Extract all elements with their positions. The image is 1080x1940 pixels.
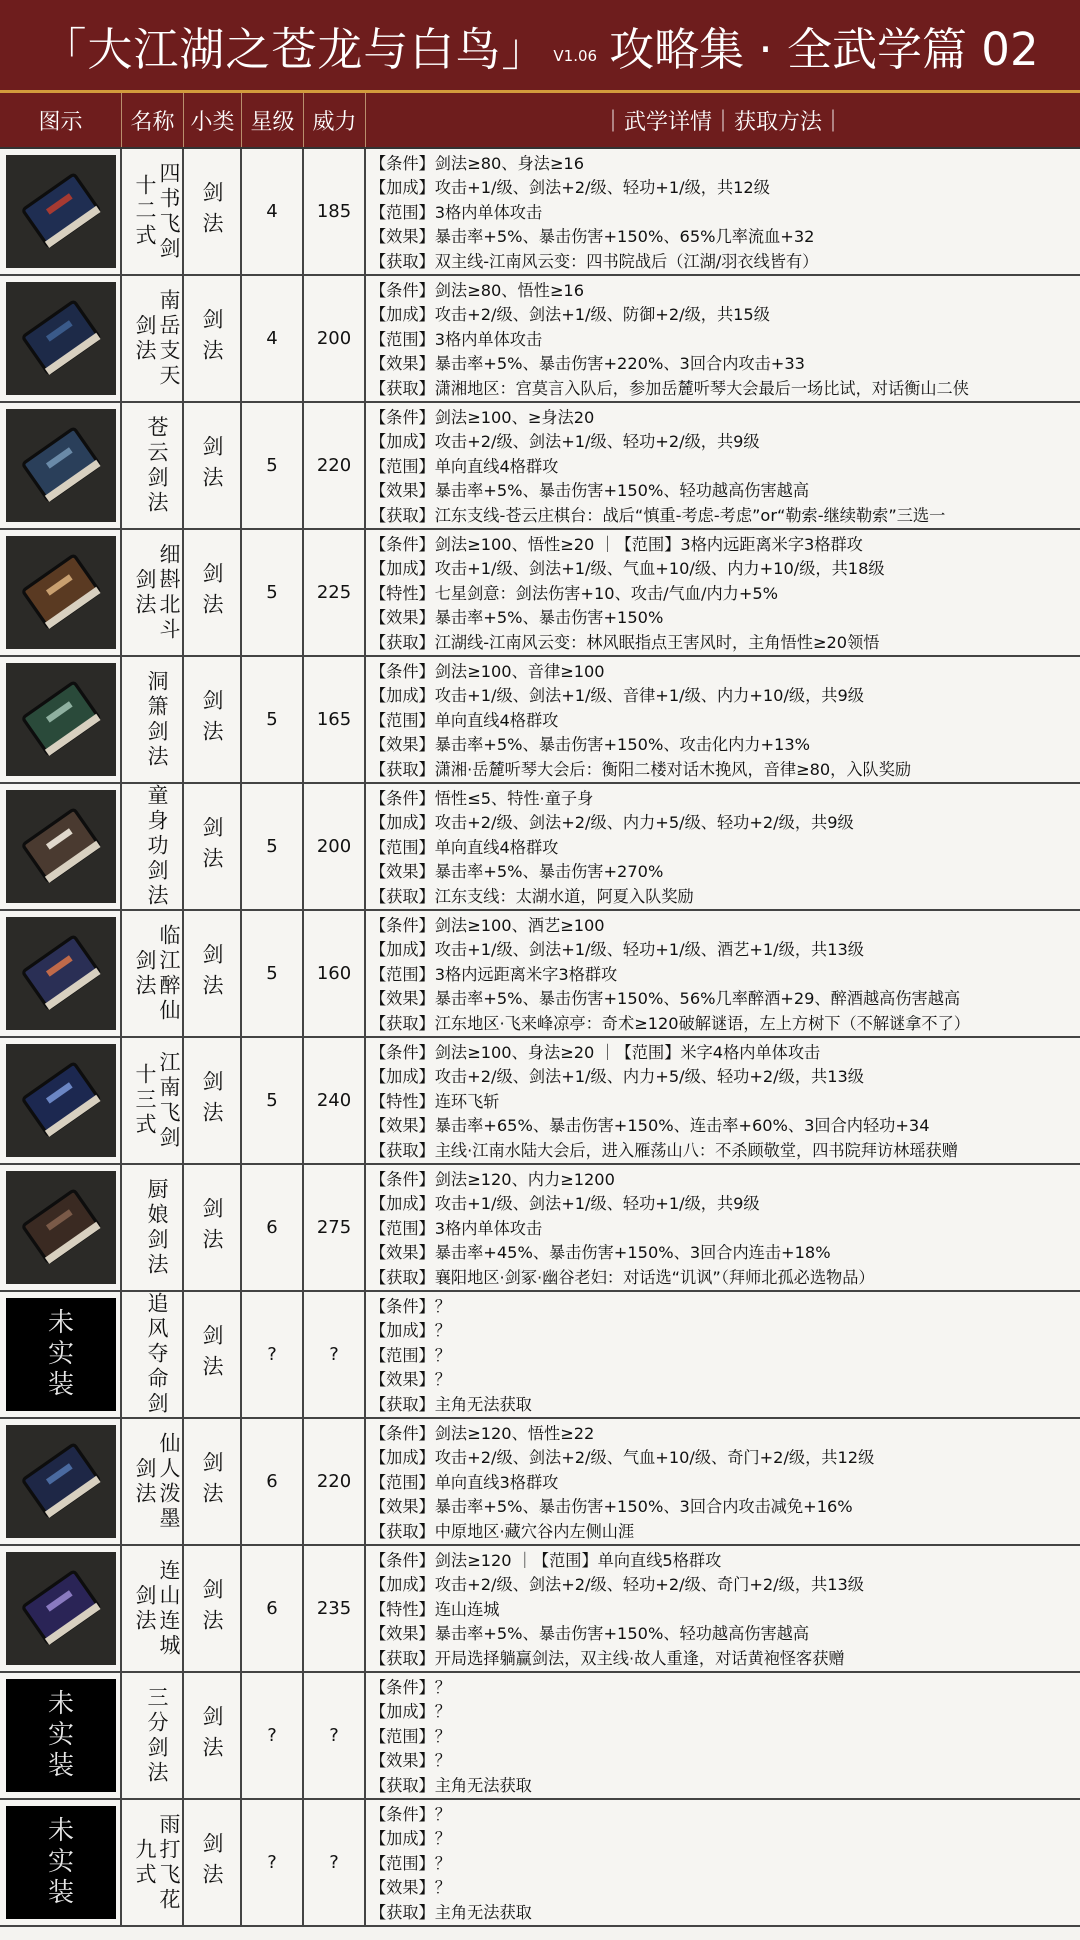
item-sprite [7,412,115,520]
page-title: 「大江湖之苍龙与白鸟」 [41,22,548,76]
power-cell [304,1292,366,1417]
title-banner [0,0,1080,93]
detail-line: 【效果】？ [370,1878,451,1898]
skill-type: 剑法 [200,1196,224,1259]
name-cell [122,403,184,528]
icon-cell [0,149,122,274]
star-level: ? [267,1852,277,1873]
unimplemented-placeholder-icon [6,1806,116,1919]
detail-line: 【加成】攻击+2/级、剑法+2/级、气血+10/级、奇门+2/级，共12级 [370,1448,875,1468]
type-cell [184,1800,242,1925]
type-cell [184,530,242,655]
detail-line: 【效果】暴击率+5%、暴击伤害+150%、轻功越高伤害越高 [370,1624,810,1644]
skill-name-column: 连山连城 [157,1558,181,1659]
skill-type: 剑法 [200,688,224,751]
icon-cell [0,911,122,1036]
name-cell [122,1800,184,1925]
icon-cell [0,1165,122,1290]
star-cell [242,1546,304,1671]
details-cell [366,1038,1080,1163]
icon-cell [0,784,122,909]
skill-name-column: 四书飞剑 [157,161,181,262]
power-value: ? [329,1725,339,1746]
table-row [0,276,1080,403]
details-cell [366,403,1080,528]
green-flute-scroll-icon [6,663,116,776]
detail-line: 【获取】主线·江南水陆大会后，进入雁荡山八：不杀顾敬堂，四书院拜访林瑶获赠 [370,1140,958,1160]
detail-line: 【条件】剑法≥80、悟性≥16 [370,281,585,300]
power-cell [304,1800,366,1925]
detail-line: 【效果】暴击率+5%、暴击伤害+270% [370,862,664,882]
table-header [0,93,1080,149]
icon-cell [0,1800,122,1925]
details-cell [366,657,1080,782]
detail-line: 【效果】暴击率+5%、暴击伤害+220%、3回合内攻击+33 [370,354,805,374]
item-sprite [7,1555,115,1663]
detail-line: 【范围】3格内单体攻击 [370,202,543,222]
skill-name-column: 剑法 [133,1583,157,1634]
detail-line: 【加成】攻击+1/级、剑法+1/级、音律+1/级、内力+10/级，共9级 [370,686,864,706]
type-cell [184,1419,242,1544]
detail-line: 【获取】开局选择躺赢剑法，双主线·故人重逢，对话黄袍怪客获赠 [370,1648,845,1668]
name-cell [122,1419,184,1544]
star-level: 6 [266,1217,278,1238]
skill-name-column: 细斟北斗 [157,542,181,643]
power-value: 160 [316,963,352,984]
detail-line: 【条件】？ [370,1805,451,1824]
power-value: ? [329,1852,339,1873]
skill-type: 剑法 [200,434,224,497]
ink-blue-book-icon [6,1425,116,1538]
star-cell [242,403,304,528]
power-value: 220 [316,1471,352,1492]
detail-line: 【加成】攻击+2/级、剑法+1/级、防御+2/级，共15级 [370,305,770,325]
skill-name-column: 江南飞剑 [157,1050,181,1151]
star-cell [242,1038,304,1163]
detail-line: 【效果】暴击率+65%、暴击伤害+150%、连击率+60%、3回合内轻功+34 [370,1116,930,1136]
detail-line: 【获取】主角无法获取 [370,1902,532,1922]
type-cell [184,403,242,528]
star-cell [242,1292,304,1417]
detail-line: 【获取】潇湘地区：宫莫言入队后，参加岳麓听琴大会最后一场比试，对话衡山二侠 [370,378,969,398]
detail-line: 【条件】剑法≥100、酒艺≥100 [370,916,605,935]
star-cell [242,784,304,909]
detail-line: 【效果】？ [370,1751,451,1771]
detail-line: 【获取】江东地区·飞来峰凉亭：奇术≥120破解谜语，左上方树下（不解谜拿不了） [370,1013,970,1033]
skill-type: 剑法 [200,942,224,1005]
skill-name-column: 仙人泼墨 [157,1431,181,1532]
star-level: 5 [266,582,278,603]
table-row [0,657,1080,784]
detail-line: 【获取】江湖线-江南风云变：林风眠指点王害风时，主角悟性≥20领悟 [370,632,880,652]
icon-cell [0,1546,122,1671]
skill-name-column: 十二式 [133,174,157,249]
name-cell [122,1038,184,1163]
type-cell [184,657,242,782]
detail-line: 【效果】暴击率+5%、暴击伤害+150%、攻击化内力+13% [370,735,811,755]
detail-line: 【条件】？ [370,1297,451,1316]
skill-name-column: 厨娘剑法 [145,1177,169,1278]
type-cell [184,1546,242,1671]
name-cell [122,1546,184,1671]
detail-line: 【获取】中原地区·藏穴谷内左侧山涯 [370,1521,635,1541]
detail-line: 【条件】剑法≥120 ｜【范围】单向直线5格群攻 [370,1551,722,1570]
star-level: 5 [266,963,278,984]
skill-name-column: 南岳支天 [157,288,181,389]
header-icon: 图示 [0,93,122,147]
detail-line: 【获取】襄阳地区·剑冢·幽谷老妇：对话选“讥讽”（拜师北孤必选物品） [370,1267,875,1287]
details-cell [366,1419,1080,1544]
table-row [0,1165,1080,1292]
power-cell [304,530,366,655]
skill-type: 剑法 [200,1577,224,1640]
header-star: 星级 [242,93,304,147]
detail-line: 【加成】攻击+2/级、剑法+1/级、轻功+2/级，共9级 [370,432,760,452]
detail-line: 【条件】剑法≥100、身法≥20 ｜【范围】米字4格内单体攻击 [370,1043,821,1062]
skill-name-column: 三分剑法 [145,1685,169,1786]
star-level: 6 [266,1471,278,1492]
name-cell [122,276,184,401]
name-cell [122,530,184,655]
power-value: ? [329,1344,339,1365]
unimplemented-label: 未实装 [47,1689,74,1781]
type-cell [184,784,242,909]
blue-scroll-book-icon [6,409,116,522]
detail-line: 【范围】3格内单体攻击 [370,1218,543,1238]
star-cell [242,149,304,274]
skill-name-column: 追风夺命剑 [145,1292,169,1417]
detail-line: 【获取】江东支线：太湖水道，阿夏入队奖励 [370,886,694,906]
icon-cell [0,1419,122,1544]
power-value: 235 [316,1598,352,1619]
starry-blue-book-icon [6,1044,116,1157]
icon-cell [0,657,122,782]
detail-line: 【范围】？ [370,1853,451,1873]
type-cell [184,149,242,274]
detail-line: 【条件】剑法≥120、悟性≥22 [370,1424,595,1443]
power-value: 275 [316,1217,352,1238]
type-cell [184,1038,242,1163]
detail-line: 【效果】暴击率+5%、暴击伤害+150%、3回合内攻击减免+16% [370,1497,853,1517]
details-cell [366,276,1080,401]
skill-table [0,149,1080,1927]
table-row [0,1038,1080,1165]
detail-line: 【条件】剑法≥80、身法≥16 [370,154,585,173]
brown-bamboo-scroll-icon [6,536,116,649]
icon-cell [0,276,122,401]
power-cell [304,403,366,528]
details-cell [366,784,1080,909]
detail-line: 【加成】攻击+2/级、剑法+2/级、轻功+2/级、奇门+2/级，共13级 [370,1575,864,1595]
detail-line: 【范围】3格内单体攻击 [370,329,543,349]
skill-type: 剑法 [200,307,224,370]
detail-line: 【获取】主角无法获取 [370,1775,532,1795]
detail-line: 【加成】攻击+1/级、剑法+1/级、轻功+1/级、酒艺+1/级，共13级 [370,940,864,960]
skill-name-column: 洞箫剑法 [145,669,169,770]
detail-line: 【效果】暴击率+5%、暴击伤害+150%、65%几率流血+32 [370,227,815,247]
details-cell [366,1165,1080,1290]
power-cell [304,657,366,782]
detail-line: 【获取】潇湘·岳麓听琴大会后：衡阳二楼对话木挽风，音律≥80，入队奖励 [370,759,912,779]
details-cell [366,1673,1080,1798]
details-cell [366,149,1080,274]
power-value: 220 [316,455,352,476]
name-cell [122,657,184,782]
skill-name-column: 九式 [133,1837,157,1888]
detail-line: 【获取】江东支线-苍云庄棋台：战后“慎重-考虑-考虑”or“勒索-继续勒索”三选一 [370,505,946,525]
power-value: 185 [316,201,352,222]
star-level: ? [267,1344,277,1365]
skill-type: 剑法 [200,1323,224,1386]
table-row [0,403,1080,530]
skill-type: 剑法 [200,815,224,878]
header-type: 小类 [184,93,242,147]
unimplemented-label: 未实装 [47,1308,74,1400]
details-cell [366,530,1080,655]
star-level: 5 [266,1090,278,1111]
detail-line: 【获取】主角无法获取 [370,1394,532,1414]
detail-line: 【范围】单向直线3格群攻 [370,1472,559,1492]
skill-name-column: 十三式 [133,1063,157,1138]
type-cell [184,911,242,1036]
detail-line: 【条件】剑法≥100、悟性≥20 ｜【范围】3格内远距离米字3格群攻 [370,535,863,554]
skill-type: 剑法 [200,1069,224,1132]
header-name: 名称 [122,93,184,147]
power-cell [304,1165,366,1290]
item-sprite [7,920,115,1028]
detail-line: 【加成】攻击+2/级、剑法+1/级、内力+5/级、轻功+2/级，共13级 [370,1067,864,1087]
item-sprite [7,285,115,393]
star-level: 5 [266,709,278,730]
details-cell [366,911,1080,1036]
item-sprite [7,666,115,774]
power-value: 240 [316,1090,352,1111]
item-sprite [7,793,115,901]
star-cell [242,1419,304,1544]
star-cell [242,1165,304,1290]
power-cell [304,1038,366,1163]
name-cell [122,1292,184,1417]
skill-name-column: 剑法 [133,567,157,618]
item-sprite [7,1428,115,1536]
detail-line: 【获取】双主线-江南风云变：四书院战后（江湖/羽衣线皆有） [370,251,819,271]
detail-line: 【范围】单向直线4格群攻 [370,456,559,476]
detail-line: 【范围】？ [370,1345,451,1365]
power-cell [304,784,366,909]
details-cell [366,1800,1080,1925]
skill-name-column: 剑法 [133,313,157,364]
page-subtitle: 攻略集 · 全武学篇 02 [609,22,1039,76]
dark-blue-book-icon [6,282,116,395]
star-level: 5 [266,455,278,476]
detail-line: 【效果】暴击率+5%、暴击伤害+150%、轻功越高伤害越高 [370,481,810,501]
name-cell [122,911,184,1036]
star-level: 6 [266,1598,278,1619]
item-sprite [7,539,115,647]
star-level: 4 [266,201,278,222]
power-cell [304,1673,366,1798]
star-cell [242,657,304,782]
skill-name-column: 剑法 [133,1456,157,1507]
name-cell [122,1673,184,1798]
detail-line: 【范围】单向直线4格群攻 [370,837,559,857]
type-cell [184,276,242,401]
type-cell [184,1292,242,1417]
unimplemented-placeholder-icon [6,1679,116,1792]
detail-line: 【条件】剑法≥120、内力≥1200 [370,1170,615,1189]
skill-name-column: 雨打飞花 [157,1812,181,1913]
star-level: 5 [266,836,278,857]
table-row [0,1292,1080,1419]
skill-type: 剑法 [200,1704,224,1767]
icon-cell [0,1292,122,1417]
star-cell [242,1673,304,1798]
skill-name-column: 剑法 [133,948,157,999]
icon-cell [0,403,122,528]
skill-type: 剑法 [200,1450,224,1513]
detail-line: 【加成】？ [370,1829,451,1849]
stacked-books-icon [6,790,116,903]
detail-line: 【效果】暴击率+5%、暴击伤害+150% [370,608,664,628]
detail-line: 【加成】？ [370,1702,451,1722]
star-level: ? [267,1725,277,1746]
table-row [0,1546,1080,1673]
star-level: 4 [266,328,278,349]
item-sprite [7,1174,115,1282]
rolled-scroll-icon [6,917,116,1030]
table-row [0,530,1080,657]
name-cell [122,149,184,274]
purple-scroll-icon [6,1552,116,1665]
header-power: 威力 [304,93,366,147]
power-cell [304,1419,366,1544]
detail-line: 【条件】剑法≥100、≥身法20 [370,408,595,427]
icon-cell [0,1673,122,1798]
brown-book-icon [6,1171,116,1284]
detail-line: 【加成】攻击+2/级、剑法+2/级、内力+5/级、轻功+2/级，共9级 [370,813,854,833]
details-cell [366,1546,1080,1671]
power-value: 165 [316,709,352,730]
skill-name-column: 童身功剑法 [145,784,169,909]
detail-line: 【效果】暴击率+45%、暴击伤害+150%、3回合内连击+18% [370,1243,831,1263]
table-row [0,1419,1080,1546]
power-value: 200 [316,328,352,349]
item-sprite [7,1047,115,1155]
table-row [0,149,1080,276]
detail-line: 【加成】攻击+1/级、剑法+1/级、气血+10/级、内力+10/级，共18级 [370,559,885,579]
detail-line: 【条件】？ [370,1678,451,1697]
power-cell [304,276,366,401]
name-cell [122,784,184,909]
detail-line: 【特性】连环飞斩 [370,1091,500,1111]
power-cell [304,911,366,1036]
table-row [0,1800,1080,1927]
power-cell [304,149,366,274]
detail-line: 【加成】？ [370,1321,451,1341]
detail-line: 【条件】悟性≤5、特性·童子身 [370,789,594,808]
type-cell [184,1165,242,1290]
table-row [0,1673,1080,1800]
detail-line: 【加成】攻击+1/级、剑法+1/级、轻功+1/级，共9级 [370,1194,760,1214]
icon-cell [0,1038,122,1163]
header-details: ｜武学详情｜获取方法｜ [601,109,844,135]
item-sprite [7,158,115,266]
detail-line: 【范围】单向直线4格群攻 [370,710,559,730]
details-cell [366,1292,1080,1417]
star-cell [242,276,304,401]
detail-line: 【范围】？ [370,1726,451,1746]
power-cell [304,1546,366,1671]
detail-line: 【特性】连山连城 [370,1599,500,1619]
unimplemented-label: 未实装 [47,1816,74,1908]
skill-type: 剑法 [200,1831,224,1894]
detail-line: 【加成】攻击+1/级、剑法+2/级、轻功+1/级，共12级 [370,178,770,198]
skill-type: 剑法 [200,561,224,624]
blue-book-red-strap-icon [6,155,116,268]
detail-line: 【条件】剑法≥100、音律≥100 [370,662,605,681]
skill-type: 剑法 [200,180,224,243]
detail-line: 【范围】3格内远距离米字3格群攻 [370,964,618,984]
skill-name-column: 临江醉仙 [157,923,181,1024]
table-row [0,911,1080,1038]
star-cell [242,911,304,1036]
star-cell [242,530,304,655]
version-label: V1.06 [553,47,598,65]
name-cell [122,1165,184,1290]
detail-line: 【效果】暴击率+5%、暴击伤害+150%、56%几率醉酒+29、醉酒越高伤害越高 [370,989,961,1009]
star-cell [242,1800,304,1925]
type-cell [184,1673,242,1798]
detail-line: 【效果】？ [370,1370,451,1390]
icon-cell [0,530,122,655]
power-value: 225 [316,582,352,603]
detail-line: 【特性】七星剑意：剑法伤害+10、攻击/气血/内力+5% [370,583,779,603]
table-row [0,784,1080,911]
unimplemented-placeholder-icon [6,1298,116,1411]
skill-name-column: 苍云剑法 [145,415,169,516]
power-value: 200 [316,836,352,857]
